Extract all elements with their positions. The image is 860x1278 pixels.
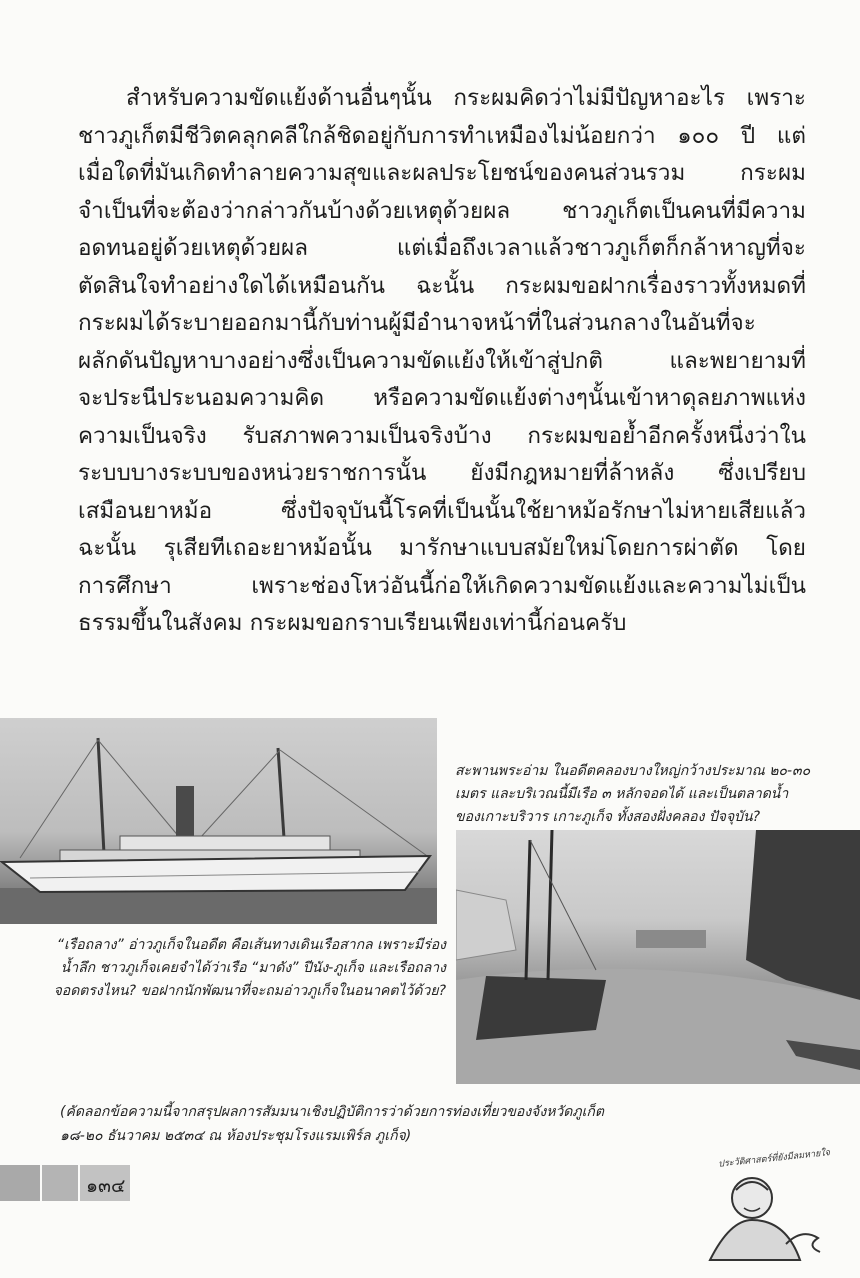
caption-line: ของเกาะบริวาร เกาะภูเก็จ ทั้งสองฝั่งคลอง ปัจจุบัน?	[455, 809, 761, 825]
body-line: ธรรมขึ้นในสังคม กระผมขอกราบเรียนเพียงเท่านี้ก่อนครับ	[78, 610, 627, 636]
caption-line: จอดตรงไหน? ขอฝากนักพัฒนาที่จะถมอ่าวภูเก็จในอนาคตไว้ด้วย?	[53, 983, 446, 999]
body-line: เสมือนยาหม้อ ซึ่งปัจจุบันนี้โรคที่เป็นนั้นใช้ยาหม้อรักษาไม่หายเสียแล้ว	[78, 497, 806, 524]
canal-photo	[456, 830, 860, 1084]
emblem-text: ประวัติศาสตร์ที่ยังมีลมหายใจ	[717, 1148, 831, 1170]
tab-block	[0, 1165, 40, 1201]
body-line: ตัดสินใจทำอย่างใดได้เหมือนกัน ฉะนั้น กระผมขอฝากเรื่องราวทั้งหมดที่	[78, 272, 806, 299]
caption-line: เมตร และบริเวณนี้มีเรือ ๓ หลักจอดได้ และเป็นตลาดน้ำ	[455, 786, 789, 802]
body-line: การศึกษา เพราะช่องโหว่อันนี้ก่อให้เกิดความขัดแย้งและความไม่เป็น	[78, 572, 806, 599]
ship-photo-caption	[26, 934, 446, 1003]
body-line: ชาวภูเก็ตมีชีวิตคลุกคลีใกล้ชิดอยู่กับการทำเหมืองไม่น้อยกว่า ๑๐๐ ปี แต่	[78, 122, 806, 149]
caption-line: สะพานพระอ่าม ในอดีตคลองบางใหญ่กว้างประมาณ ๒๐-๓๐	[455, 763, 811, 779]
ship-photo	[0, 718, 437, 924]
body-line: ผลักดันปัญหาบางอย่างซึ่งเป็นความขัดแย้งให้เข้าสู่ปกติ และพยายามที่	[78, 347, 806, 374]
ship-illustration	[0, 718, 437, 924]
body-line: ระบบบางระบบของหน่วยราชการนั้น ยังมีกฎหมายที่ล้าหลัง ซึ่งเปรียบ	[78, 460, 806, 486]
caption-line: “เรือถลาง” อ่าวภูเก็จในอดีต คือเส้นทางเดินเรือสากล เพราะมีร่อง	[56, 937, 446, 953]
page-number: ๑๓๔	[86, 1175, 126, 1197]
portrait-sketch-icon	[690, 1148, 850, 1266]
body-line: ฉะนั้น รุเสียทีเถอะยาหม้อนั้น มารักษาแบบสมัยใหม่โดยการผ่าตัด โดย	[78, 535, 806, 561]
caption-line: น้ำลึก ชาวภูเก็จเคยจำได้ว่าเรือ “มาดัง” ปีนัง-ภูเก็จ และเรือถลาง	[60, 960, 446, 976]
tab-block	[42, 1165, 78, 1201]
body-line: สำหรับความขัดแย้งด้านอื่นๆนั้น กระผมคิดว่าไม่มีปัญหาอะไร เพราะ	[126, 85, 806, 111]
canal-photo-caption	[455, 760, 855, 829]
body-line: กระผมได้ระบายออกมานี้กับท่านผู้มีอำนาจหน้าที่ในส่วนกลางในอันที่จะ	[78, 310, 756, 336]
series-emblem	[690, 1148, 850, 1266]
body-paragraph	[78, 80, 806, 643]
source-note-line: (คัดลอกข้อความนี้จากสรุปผลการสัมมนาเชิงปฏิบัติการว่าด้วยการท่องเที่ยวของจังหวัดภูเก็ต	[60, 1104, 604, 1120]
source-note	[60, 1100, 680, 1148]
body-line: ความเป็นจริง รับสภาพความเป็นจริงบ้าง กระผมขอย้ำอีกครั้งหนึ่งว่าใน	[78, 422, 806, 449]
body-line: จำเป็นที่จะต้องว่ากล่าวกันบ้างด้วยเหตุด้วยผล ชาวภูเก็ตเป็นคนที่มีความ	[78, 197, 806, 224]
body-line: อดทนอยู่ด้วยเหตุด้วยผล แต่เมื่อถึงเวลาแล้วชาวภูเก็ตก็กล้าหาญที่จะ	[78, 235, 806, 261]
body-line: เมื่อใดที่มันเกิดทำลายความสุขและผลประโยชน์ของคนส่วนรวม กระผม	[78, 160, 806, 186]
canal-illustration	[456, 830, 860, 1084]
body-line: จะประนีประนอมความคิด หรือความขัดแย้งต่างๆนั้นเข้าหาดุลยภาพแห่ง	[78, 385, 806, 411]
page-number-tab	[0, 1162, 130, 1204]
source-note-line: ๑๘-๒๐ ธันวาคม ๒๕๓๔ ณ ห้องประชุมโรงแรมเพิร์ล ภูเก็จ)	[60, 1128, 412, 1144]
